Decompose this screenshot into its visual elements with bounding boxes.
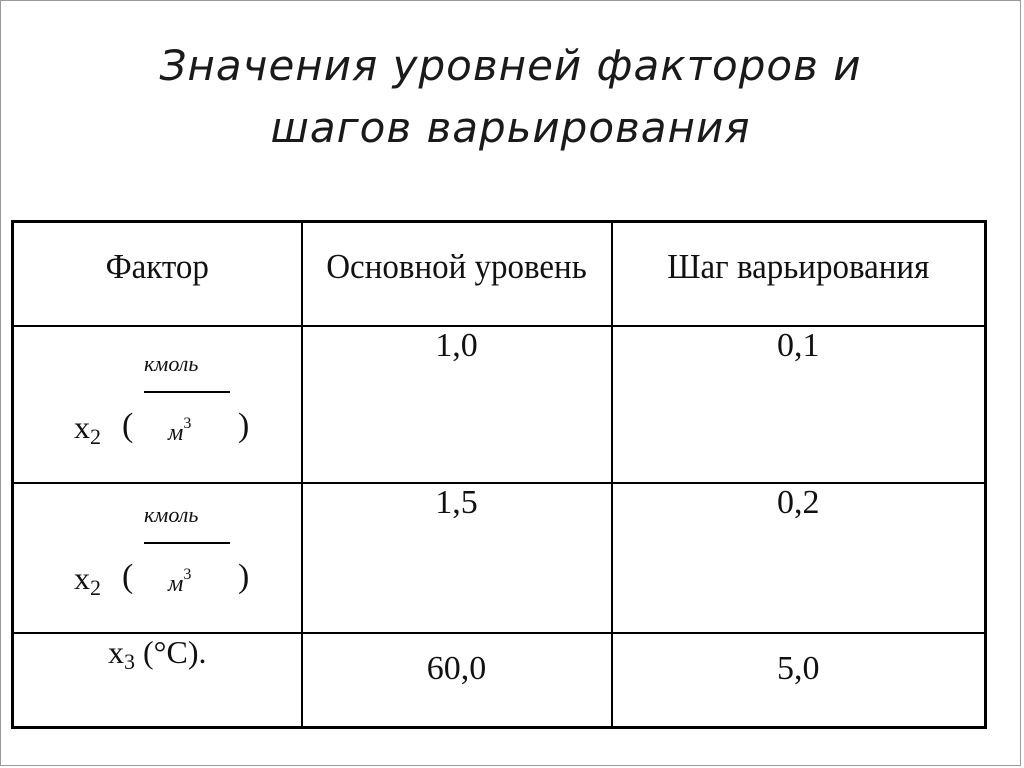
base-level-cell: 1,0 — [302, 326, 612, 483]
right-paren: ) — [238, 557, 250, 595]
unit-numerator: кмоль — [144, 501, 199, 527]
step-cell: 0,1 — [612, 326, 986, 483]
factor-cell — [13, 326, 302, 483]
slide-title — [1, 35, 1020, 159]
table-header-row — [13, 222, 986, 326]
header-base-level: Основной уровень — [302, 219, 612, 328]
step-cell: 5,0 — [612, 633, 986, 728]
left-paren: ( — [122, 406, 134, 444]
unit-denominator: $м^3$ — [168, 414, 192, 446]
base-level-cell: 1,5 — [302, 483, 612, 633]
unit-denominator: $м^3$ — [168, 565, 192, 597]
table-row — [13, 483, 986, 633]
title-line-2: шагов варьирования — [270, 103, 751, 152]
title-line-1: Значения уровней факторов и — [159, 41, 862, 90]
header-step: Шаг варьирования — [612, 219, 986, 328]
factor-formula — [74, 345, 264, 455]
fraction-bar — [144, 542, 230, 544]
base-level-cell: 60,0 — [302, 633, 612, 728]
fraction-bar — [144, 391, 230, 393]
factor-formula — [74, 496, 264, 606]
table-row — [13, 633, 986, 728]
step-cell: 0,2 — [612, 483, 986, 633]
unit-numerator: кмоль — [144, 350, 199, 376]
table-row — [13, 326, 986, 483]
left-paren: ( — [122, 557, 134, 595]
header-factor: Фактор — [13, 219, 302, 328]
factor-cell: $x_3$ (°C). — [13, 633, 302, 728]
factor-cell — [13, 483, 302, 633]
factors-table — [11, 220, 987, 729]
factor-variable: $x_2$ — [74, 559, 101, 600]
factor-variable: $x_2$ — [74, 408, 101, 449]
right-paren: ) — [238, 406, 250, 444]
